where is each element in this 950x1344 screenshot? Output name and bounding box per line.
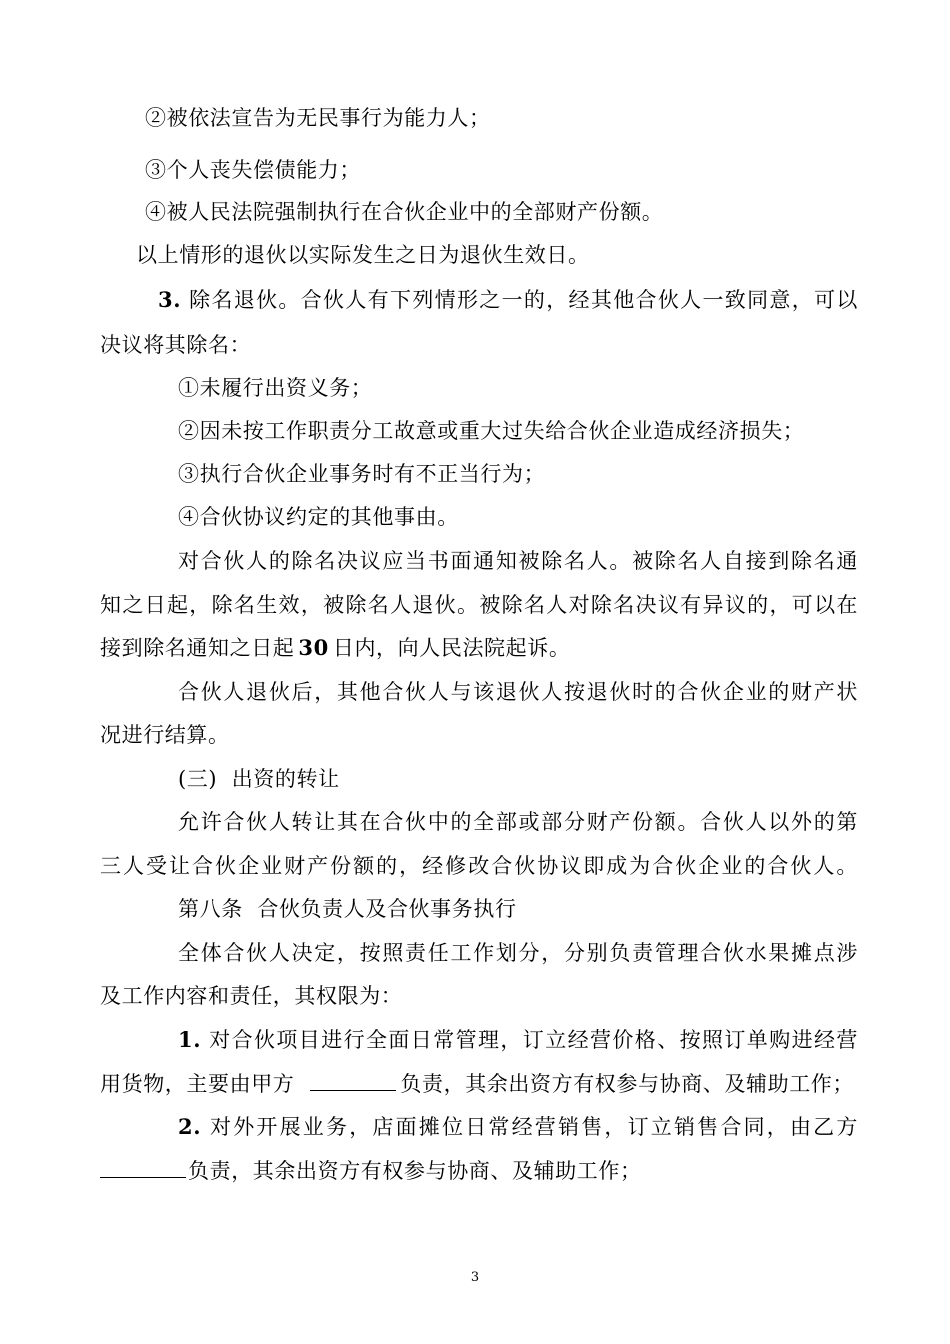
paragraph-line: 三人受让合伙企业财产份额的，经修改合伙协议即成为合伙企业的合伙人。 (100, 854, 858, 878)
text-line: 决议将其除名： (100, 333, 252, 357)
text-span: 除名退伙。合伙人有下列情形之一的，经其他合伙人一致同意，可以 (189, 288, 858, 312)
text-line: ①未履行出资义务； (178, 376, 373, 400)
paragraph-line: 允许合伙人转让其在合伙中的全部或部分财产份额。合伙人以外的第 (178, 810, 858, 834)
fill-in-blank (100, 1155, 186, 1178)
paragraph-line (100, 1155, 642, 1186)
paragraph-line (100, 633, 570, 663)
text-span: 日内，向人民法院起诉。 (332, 636, 571, 660)
text-line: ②因未按工作职责分工故意或重大过失给合伙企业造成经济损失； (178, 419, 805, 443)
paragraph-line: 知之日起，除名生效，被除名人退伙。被除名人对除名决议有异议的，可以在 (100, 593, 858, 617)
text-line: ④合伙协议约定的其他事由。 (178, 505, 459, 529)
paragraph-line: 合伙人退伙后，其他合伙人与该退伙人按退伙时的合伙企业的财产状 (178, 680, 858, 704)
text-line: ②被依法宣告为无民事行为能力人； (145, 106, 491, 130)
list-number: 2. (178, 1114, 202, 1139)
paragraph-line (158, 285, 858, 315)
text-line: 况进行结算。 (100, 723, 230, 747)
number-span: 30 (298, 635, 329, 660)
paragraph-line: 对合伙人的除名决议应当书面通知被除名人。被除名人自接到除名通 (178, 549, 858, 573)
list-number: 1. (178, 1027, 202, 1052)
paragraph-line (100, 1068, 854, 1099)
text-span: 用货物，主要由甲方 (100, 1072, 295, 1096)
fill-in-blank (310, 1068, 396, 1091)
text-line: ④被人民法院强制执行在合伙企业中的全部财产份额。 (145, 200, 664, 224)
text-line: ③个人丧失偿债能力； (145, 158, 361, 182)
paragraph-line (178, 1025, 858, 1055)
paragraph-line: 全体合伙人决定，按照责任工作划分，分别负责管理合伙水果摊点涉 (178, 941, 858, 965)
list-number: 3. (158, 287, 182, 312)
page-number: 3 (470, 1270, 480, 1285)
text-span: 负责，其余出资方有权参与协商、及辅助工作； (400, 1072, 855, 1096)
text-span: 负责，其余出资方有权参与协商、及辅助工作； (188, 1159, 642, 1183)
article-heading: 第八条 合伙负责人及合伙事务执行 (178, 897, 517, 921)
text-line: 及工作内容和责任，其权限为： (100, 984, 403, 1008)
section-heading: (三) 出资的转让 (178, 767, 340, 791)
text-line: ③执行合伙企业事务时有不正当行为； (178, 462, 546, 486)
text-span: 对合伙项目进行全面日常管理，订立经营价格、按照订单购进经营 (209, 1028, 858, 1052)
text-span: 对外开展业务，店面摊位日常经营销售，订立销售合同，由乙方 (210, 1115, 858, 1139)
text-span: 接到除名通知之日起 (100, 636, 295, 660)
text-line: 以上情形的退伙以实际发生之日为退伙生效日。 (136, 243, 590, 267)
paragraph-line (178, 1112, 858, 1142)
